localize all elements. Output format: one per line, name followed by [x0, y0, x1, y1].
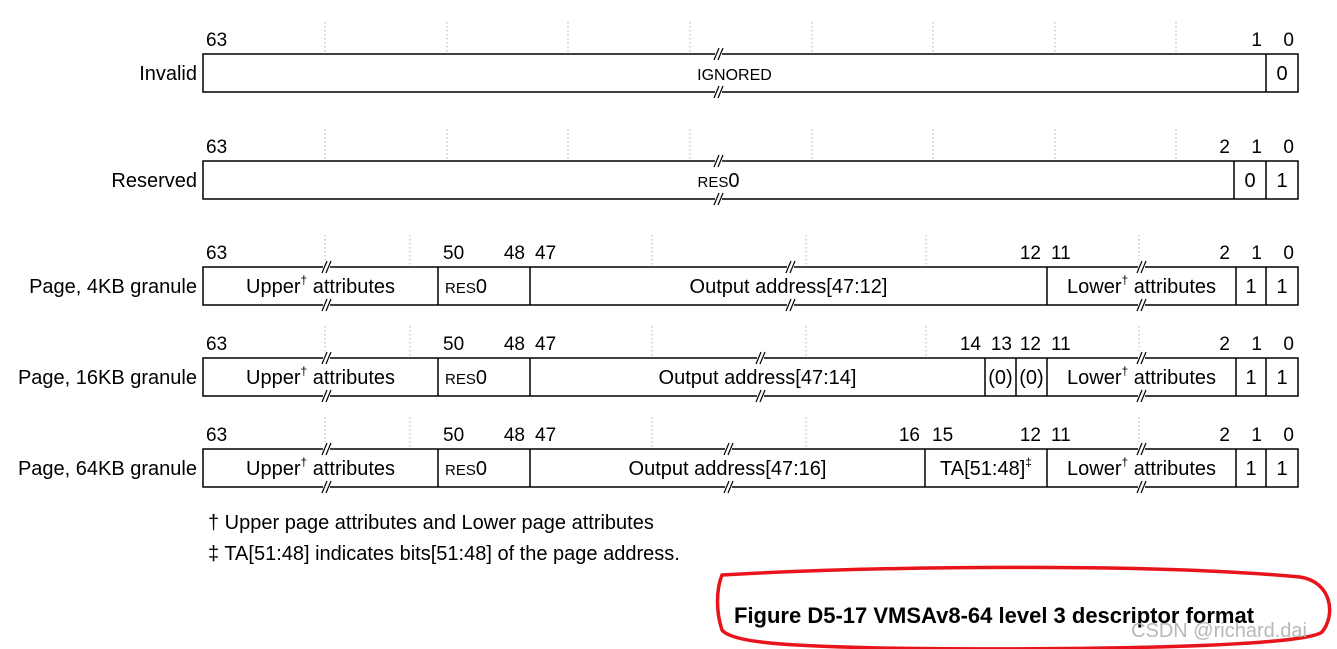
field-label: Upper† attributes: [246, 455, 395, 480]
bit-number: 0: [1283, 334, 1294, 355]
bit-number: 47: [535, 243, 557, 264]
row-label: Reserved: [111, 170, 197, 192]
bit-number: 2: [1219, 334, 1230, 355]
bit-number: 50: [443, 334, 465, 355]
break-mark: [714, 154, 723, 168]
break-mark: [322, 351, 331, 365]
csdn-watermark: CSDN @richard.dai: [1131, 620, 1307, 642]
bit-number: 1: [1251, 334, 1262, 355]
field-label: Output address[47:16]: [628, 458, 827, 480]
bit-number: 0: [1283, 425, 1294, 446]
field-label: (0): [988, 367, 1013, 389]
register-rows: [18, 22, 1298, 494]
bit-number: 15: [932, 425, 954, 446]
bit-number: 50: [443, 425, 465, 446]
field-label: 1: [1245, 458, 1257, 480]
bit-number: 12: [1019, 334, 1041, 355]
field-label: TA[51:48]‡: [940, 455, 1032, 480]
row-label: Page, 64KB granule: [17, 458, 197, 480]
row-label: Page, 4KB granule: [29, 276, 197, 298]
bit-number: 11: [1051, 243, 1071, 264]
bit-number: 63: [206, 30, 228, 51]
field-label: RES0: [697, 170, 740, 192]
field-label: RES0: [445, 367, 487, 389]
bit-number: 48: [503, 425, 525, 446]
field-label: Lower† attributes: [1067, 455, 1216, 480]
bit-number: 0: [1283, 30, 1294, 51]
bit-number: 1: [1251, 425, 1262, 446]
bit-number: 63: [206, 243, 228, 264]
footnote-dagger: † Upper page attributes and Lower page attributes: [208, 512, 654, 534]
bit-number: 48: [503, 243, 525, 264]
field-label: 1: [1276, 276, 1288, 298]
field-label: 1: [1276, 367, 1288, 389]
break-mark: [724, 442, 733, 456]
bit-number: 2: [1219, 243, 1230, 264]
field-label: 1: [1245, 367, 1257, 389]
break-mark: [714, 192, 723, 206]
bit-number: 0: [1283, 243, 1294, 264]
field-label: Upper† attributes: [246, 273, 395, 298]
field-label: RES0: [445, 276, 487, 298]
break-mark: [714, 47, 723, 61]
field-label: Output address[47:14]: [658, 367, 857, 389]
register-row: [111, 129, 1298, 206]
break-mark: [1137, 351, 1146, 365]
field-label: RES0: [445, 458, 487, 480]
bit-number: 2: [1219, 425, 1230, 446]
field-label: Lower† attributes: [1067, 273, 1216, 298]
bit-number: 63: [206, 425, 228, 446]
bit-number: 1: [1251, 30, 1262, 51]
break-mark: [322, 389, 331, 403]
field-label: 0: [1244, 170, 1256, 192]
register-row: [18, 326, 1298, 403]
bit-number: 14: [959, 334, 981, 355]
bit-number: 12: [1019, 425, 1041, 446]
break-mark: [1137, 298, 1146, 312]
bit-number: 11: [1051, 334, 1071, 355]
break-mark: [322, 442, 331, 456]
register-row: [29, 235, 1298, 312]
break-mark: [786, 260, 795, 274]
bit-number: 50: [443, 243, 465, 264]
bit-number: 0: [1283, 137, 1294, 158]
field-label: 1: [1276, 458, 1288, 480]
break-mark: [1137, 442, 1146, 456]
footnote-double-dagger: ‡ TA[51:48] indicates bits[51:48] of the page address.: [208, 543, 680, 565]
break-mark: [322, 260, 331, 274]
break-mark: [756, 351, 765, 365]
break-mark: [322, 298, 331, 312]
bit-number: 13: [990, 334, 1012, 355]
break-mark: [322, 480, 331, 494]
field-label: IGNORED: [697, 67, 772, 84]
break-mark: [714, 85, 723, 99]
bit-number: 63: [206, 137, 228, 158]
bit-number: 11: [1051, 425, 1071, 446]
break-mark: [724, 480, 733, 494]
register-row: [18, 417, 1298, 494]
field-label: 1: [1245, 276, 1257, 298]
field-label: Upper† attributes: [246, 364, 395, 389]
row-label: Page, 16KB granule: [17, 367, 197, 389]
field-label: 0: [1276, 63, 1288, 85]
bit-number: 48: [503, 334, 525, 355]
register-row: [139, 22, 1298, 99]
bit-number: 1: [1251, 137, 1262, 158]
field-label: Lower† attributes: [1067, 364, 1216, 389]
field-label: 1: [1276, 170, 1288, 192]
bit-number: 47: [535, 334, 557, 355]
row-label: Invalid: [139, 63, 197, 85]
break-mark: [786, 298, 795, 312]
break-mark: [1137, 260, 1146, 274]
bit-number: 2: [1219, 137, 1230, 158]
break-mark: [1137, 480, 1146, 494]
break-mark: [756, 389, 765, 403]
break-mark: [1137, 389, 1146, 403]
field-label: (0): [1019, 367, 1044, 389]
field-label: Output address[47:12]: [689, 276, 888, 298]
bit-number: 16: [898, 425, 920, 446]
bit-number: 1: [1251, 243, 1262, 264]
bit-number: 63: [206, 334, 228, 355]
register-box: [203, 161, 1298, 199]
bit-number: 47: [535, 425, 557, 446]
bit-number: 12: [1019, 243, 1041, 264]
figure-caption: Figure D5-17 VMSAv8-64 level 3 descriptor format: [734, 603, 1255, 628]
